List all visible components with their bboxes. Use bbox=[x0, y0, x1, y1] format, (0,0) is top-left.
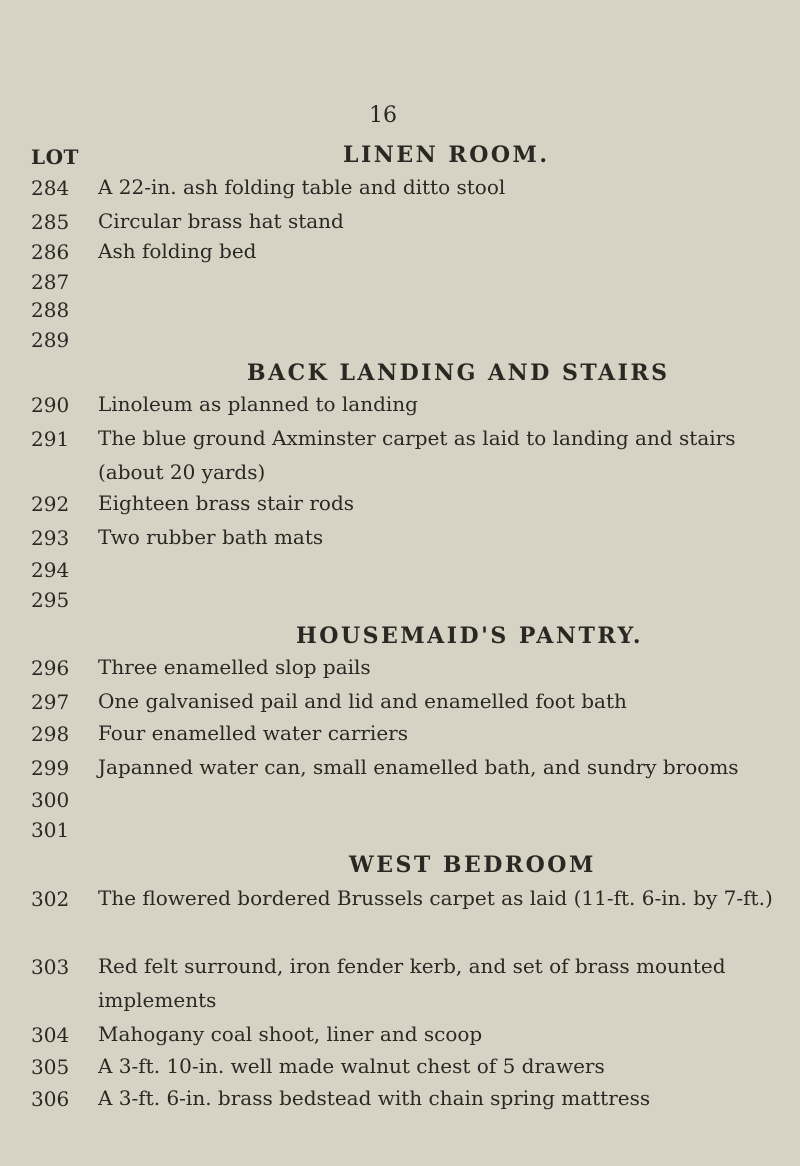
lot-number: 295 bbox=[31, 588, 70, 612]
lot-description: Four enamelled water carriers bbox=[98, 721, 408, 745]
lot-description: Mahogany coal shoot, liner and scoop bbox=[98, 1022, 483, 1046]
lot-description: Circular brass hat stand bbox=[98, 209, 344, 233]
section-heading-housemaids-pantry: HOUSEMAID'S PANTRY. bbox=[296, 623, 643, 649]
lot-number: 287 bbox=[31, 270, 70, 294]
lot-number: 300 bbox=[31, 788, 70, 812]
lot-number: 304 bbox=[31, 1023, 70, 1047]
lot-number: 306 bbox=[31, 1087, 70, 1111]
lot-number: 299 bbox=[31, 756, 70, 780]
lot-number: 285 bbox=[31, 210, 70, 234]
section-heading-west-bedroom: WEST BEDROOM bbox=[349, 852, 596, 878]
lot-number: 297 bbox=[31, 690, 70, 714]
lot-number: 288 bbox=[31, 298, 70, 322]
lot-description: Red felt surround, iron fender kerb, and set of brass mounted implements bbox=[98, 954, 726, 1012]
lot-number: 286 bbox=[31, 240, 70, 264]
lot-number: 302 bbox=[31, 887, 70, 911]
lot-number: 289 bbox=[31, 328, 70, 352]
lot-number: 292 bbox=[31, 492, 70, 516]
lot-number: 305 bbox=[31, 1055, 70, 1079]
lot-description: The blue ground Axminster carpet as laid to landing and stairs (about 20 yards) bbox=[98, 426, 736, 484]
lot-description: One galvanised pail and lid and enamelled foot bath bbox=[98, 689, 627, 713]
lot-number: 301 bbox=[31, 818, 70, 842]
lot-description: Japanned water can, small enamelled bath, and sundry brooms bbox=[98, 755, 739, 779]
lot-description: The flowered bordered Brussels carpet as laid (11-ft. 6-in. by 7-ft.) bbox=[98, 886, 773, 910]
lot-number: 303 bbox=[31, 955, 70, 979]
lot-description: Linoleum as planned to landing bbox=[98, 392, 418, 416]
lot-description: Two rubber bath mats bbox=[98, 525, 324, 549]
lot-description: A 3-ft. 6-in. brass bedstead with chain spring mattress bbox=[98, 1086, 651, 1110]
lot-number: 296 bbox=[31, 656, 70, 680]
section-heading-back-landing: BACK LANDING AND STAIRS bbox=[247, 360, 670, 386]
lot-description: Three enamelled slop pails bbox=[98, 655, 371, 679]
section-heading-linen-room: LINEN ROOM. bbox=[343, 142, 550, 168]
lot-number: 290 bbox=[31, 393, 70, 417]
lot-description: Ash folding bed bbox=[98, 239, 257, 263]
page-number: 16 bbox=[369, 103, 397, 128]
lot-description: A 22-in. ash folding table and ditto stool bbox=[98, 175, 506, 199]
lot-number: 293 bbox=[31, 526, 70, 550]
lot-description: A 3-ft. 10-in. well made walnut chest of 5 drawers bbox=[98, 1054, 605, 1078]
lot-description: Eighteen brass stair rods bbox=[98, 491, 355, 515]
lot-number: 298 bbox=[31, 722, 70, 746]
lot-column-header: LOT bbox=[31, 145, 79, 169]
lot-number: 284 bbox=[31, 176, 70, 200]
lot-number: 294 bbox=[31, 558, 70, 582]
lot-number: 291 bbox=[31, 427, 70, 451]
